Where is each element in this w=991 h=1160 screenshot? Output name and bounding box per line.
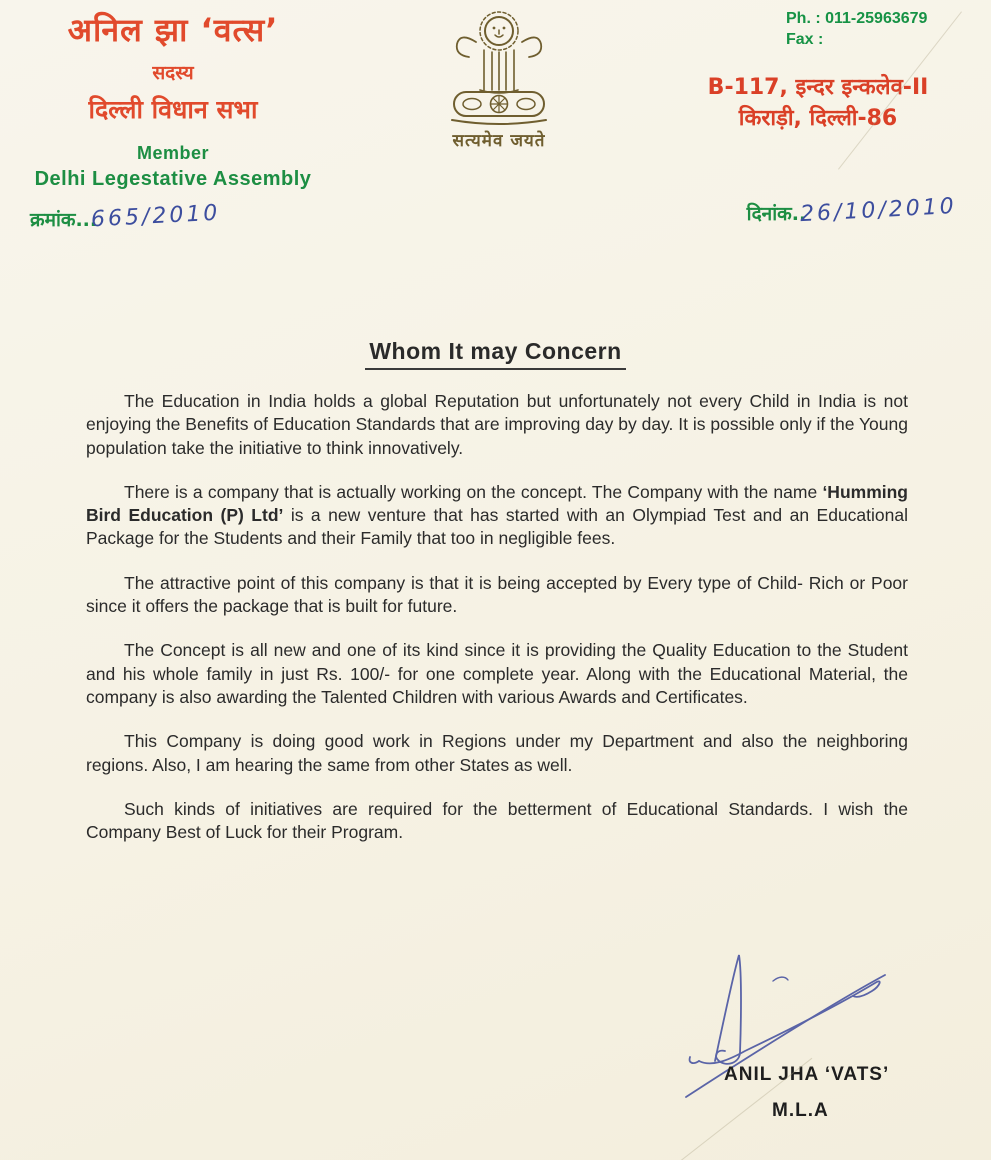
serial-handwritten-value: 665/2010	[90, 200, 222, 233]
member-label-english: Member	[136, 143, 210, 163]
assembly-label-english: Delhi Legestative Assembly	[34, 168, 312, 190]
date-handwritten-value: 26/10/2010	[799, 193, 958, 228]
serial-number-field	[30, 200, 222, 233]
emblem-motto: सत्यमेव जयते	[452, 131, 546, 151]
letterhead-contact-block	[786, 8, 927, 50]
member-label-hindi: सदस्य	[152, 62, 194, 84]
date-field	[746, 193, 958, 228]
national-emblem-icon	[418, 4, 580, 126]
signatory-name: ANIL JHA ‘VATS’	[724, 1064, 890, 1085]
paragraph-6: Such kinds of initiatives are required for the betterment of Educational Standards. I wish the Company Best of Luck for their Program.	[86, 798, 908, 843]
letterhead-left-block	[28, 8, 318, 191]
letterhead-address-block	[698, 72, 938, 134]
address-line-2: किराड़ी, दिल्ली-86	[738, 106, 898, 131]
paragraph-2	[86, 481, 908, 551]
sender-name-hindi: अनिल झा ‘वत्स’	[67, 11, 279, 49]
paragraph-3: The attractive point of this company is that it is being accepted by Every type of Child- Rich or Poor since it offers the package that is built for future.	[86, 572, 908, 617]
paragraph-2-tail: is a new venture that has started with an Olympiad Test and an Educational Package for the Students and their Family that too in negligible fees.	[86, 505, 908, 549]
assembly-label-hindi: दिल्ली विधान सभा	[88, 95, 258, 124]
phone-line: Ph. : 011-25963679	[786, 10, 928, 27]
paragraph-1: The Education in India holds a global Reputation but unfortunately not every Child in India is not enjoying the Benefits of Education Standards that are improving day by day. It is possible only if the Young population take the initiative to think innovatively.	[86, 391, 908, 458]
letter-title-wrap	[0, 338, 991, 370]
address-line-1: B-117, इन्दर इन्कलेव-II	[707, 75, 929, 100]
paragraph-2-lead: There is a company that is actually working on the concept. The Company with the name	[124, 481, 823, 502]
reference-row	[0, 193, 991, 246]
paragraph-4: The Concept is all new and one of its kind since it is providing the Quality Education to the Student and his whole family in just Rs. 100/- for one complete year. Along with the Educational Material, the company is also awarding the Talented Children with various Awards and Certificates.	[86, 640, 908, 707]
date-label: दिनांक..	[746, 203, 807, 225]
fax-line: Fax :	[786, 31, 824, 48]
letter-body	[86, 390, 908, 865]
paragraph-5: This Company is doing good work in Regions under my Department and also the neighboring regions. Also, I am hearing the same from other States as well.	[86, 731, 908, 775]
serial-label: क्रमांक...	[30, 209, 98, 231]
national-emblem-block	[418, 4, 580, 151]
company-name-bold: ‘Humming Bird Education (P) Ltd’	[86, 481, 908, 526]
signatory-designation: M.L.A	[772, 1100, 829, 1121]
letter-title: Whom It may Concern	[365, 338, 625, 370]
